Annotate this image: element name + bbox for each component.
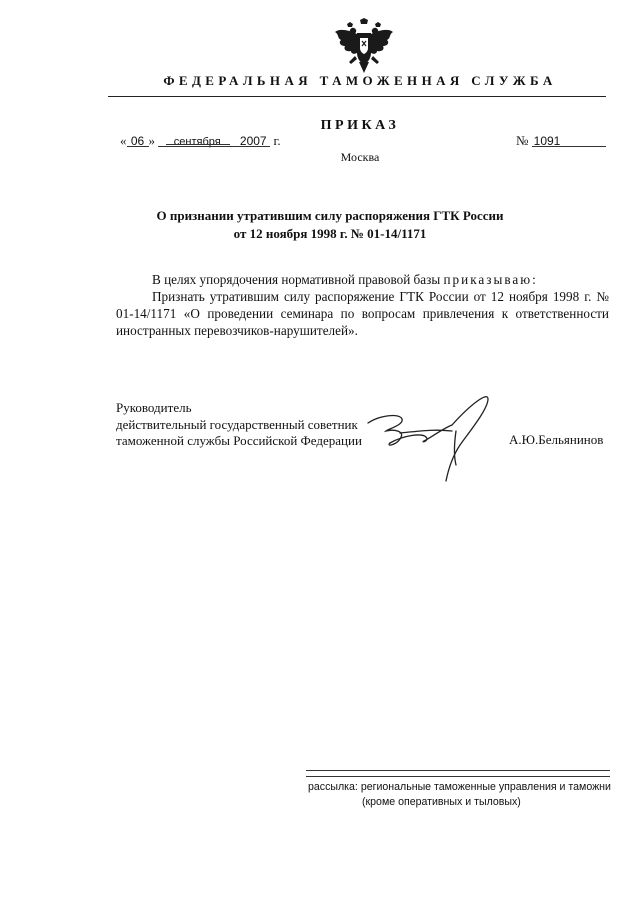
date-year: 2007 xyxy=(236,134,270,148)
handwritten-signature-icon xyxy=(360,385,505,485)
order-word: приказываю: xyxy=(443,272,538,287)
signatory-title xyxy=(116,400,362,450)
order-date xyxy=(120,133,281,149)
title-line-1: О признании утратившим силу распоряжения ГТК России xyxy=(156,208,504,223)
distribution-rule-top xyxy=(306,770,610,771)
signatory-line-1: Руководитель xyxy=(116,400,192,415)
body-intro-text: В целях упорядочения нормативной правовой базы xyxy=(152,272,441,287)
date-year-suffix: г. xyxy=(273,133,281,148)
distribution-line-2: (кроме оперативных и тыловых) xyxy=(362,796,521,808)
city: Москва xyxy=(340,150,380,164)
number-value: 1091 xyxy=(532,134,606,148)
double-headed-eagle-emblem-icon xyxy=(333,18,395,74)
date-open-quote: « xyxy=(120,133,127,148)
distribution-line-1: рассылка: региональные таможенные управления и таможни xyxy=(308,781,611,793)
body-paragraph: Признать утратившим силу распоряжение ГТК России от 12 ноября 1998 г. № 01-14/1171 «О проведении семинара по вопросам привлечения к ответственности иностранных перевозчиков-нарушителей». xyxy=(116,289,609,338)
signatory-name: А.Ю.Бельянинов xyxy=(509,432,604,447)
document-title xyxy=(130,207,530,243)
agency-name: ФЕДЕРАЛЬНАЯ ТАМОЖЕННАЯ СЛУЖБА xyxy=(163,73,557,88)
date-close-quote: » xyxy=(148,133,155,148)
date-month: сентября xyxy=(158,136,236,148)
body-intro xyxy=(116,271,609,288)
title-line-2: от 12 ноября 1998 г. № 01-14/1171 xyxy=(233,226,427,241)
signatory-line-3: таможенной службы Российской Федерации xyxy=(116,433,362,448)
order-number xyxy=(516,133,606,149)
distribution-rule-bottom xyxy=(306,776,610,777)
document-type: ПРИКАЗ xyxy=(320,118,400,133)
header-divider xyxy=(108,96,606,97)
signatory-line-2: действительный государственный советник xyxy=(116,416,358,432)
document-body xyxy=(116,271,609,339)
number-prefix: № xyxy=(516,133,529,148)
date-day: 06 xyxy=(127,134,149,148)
